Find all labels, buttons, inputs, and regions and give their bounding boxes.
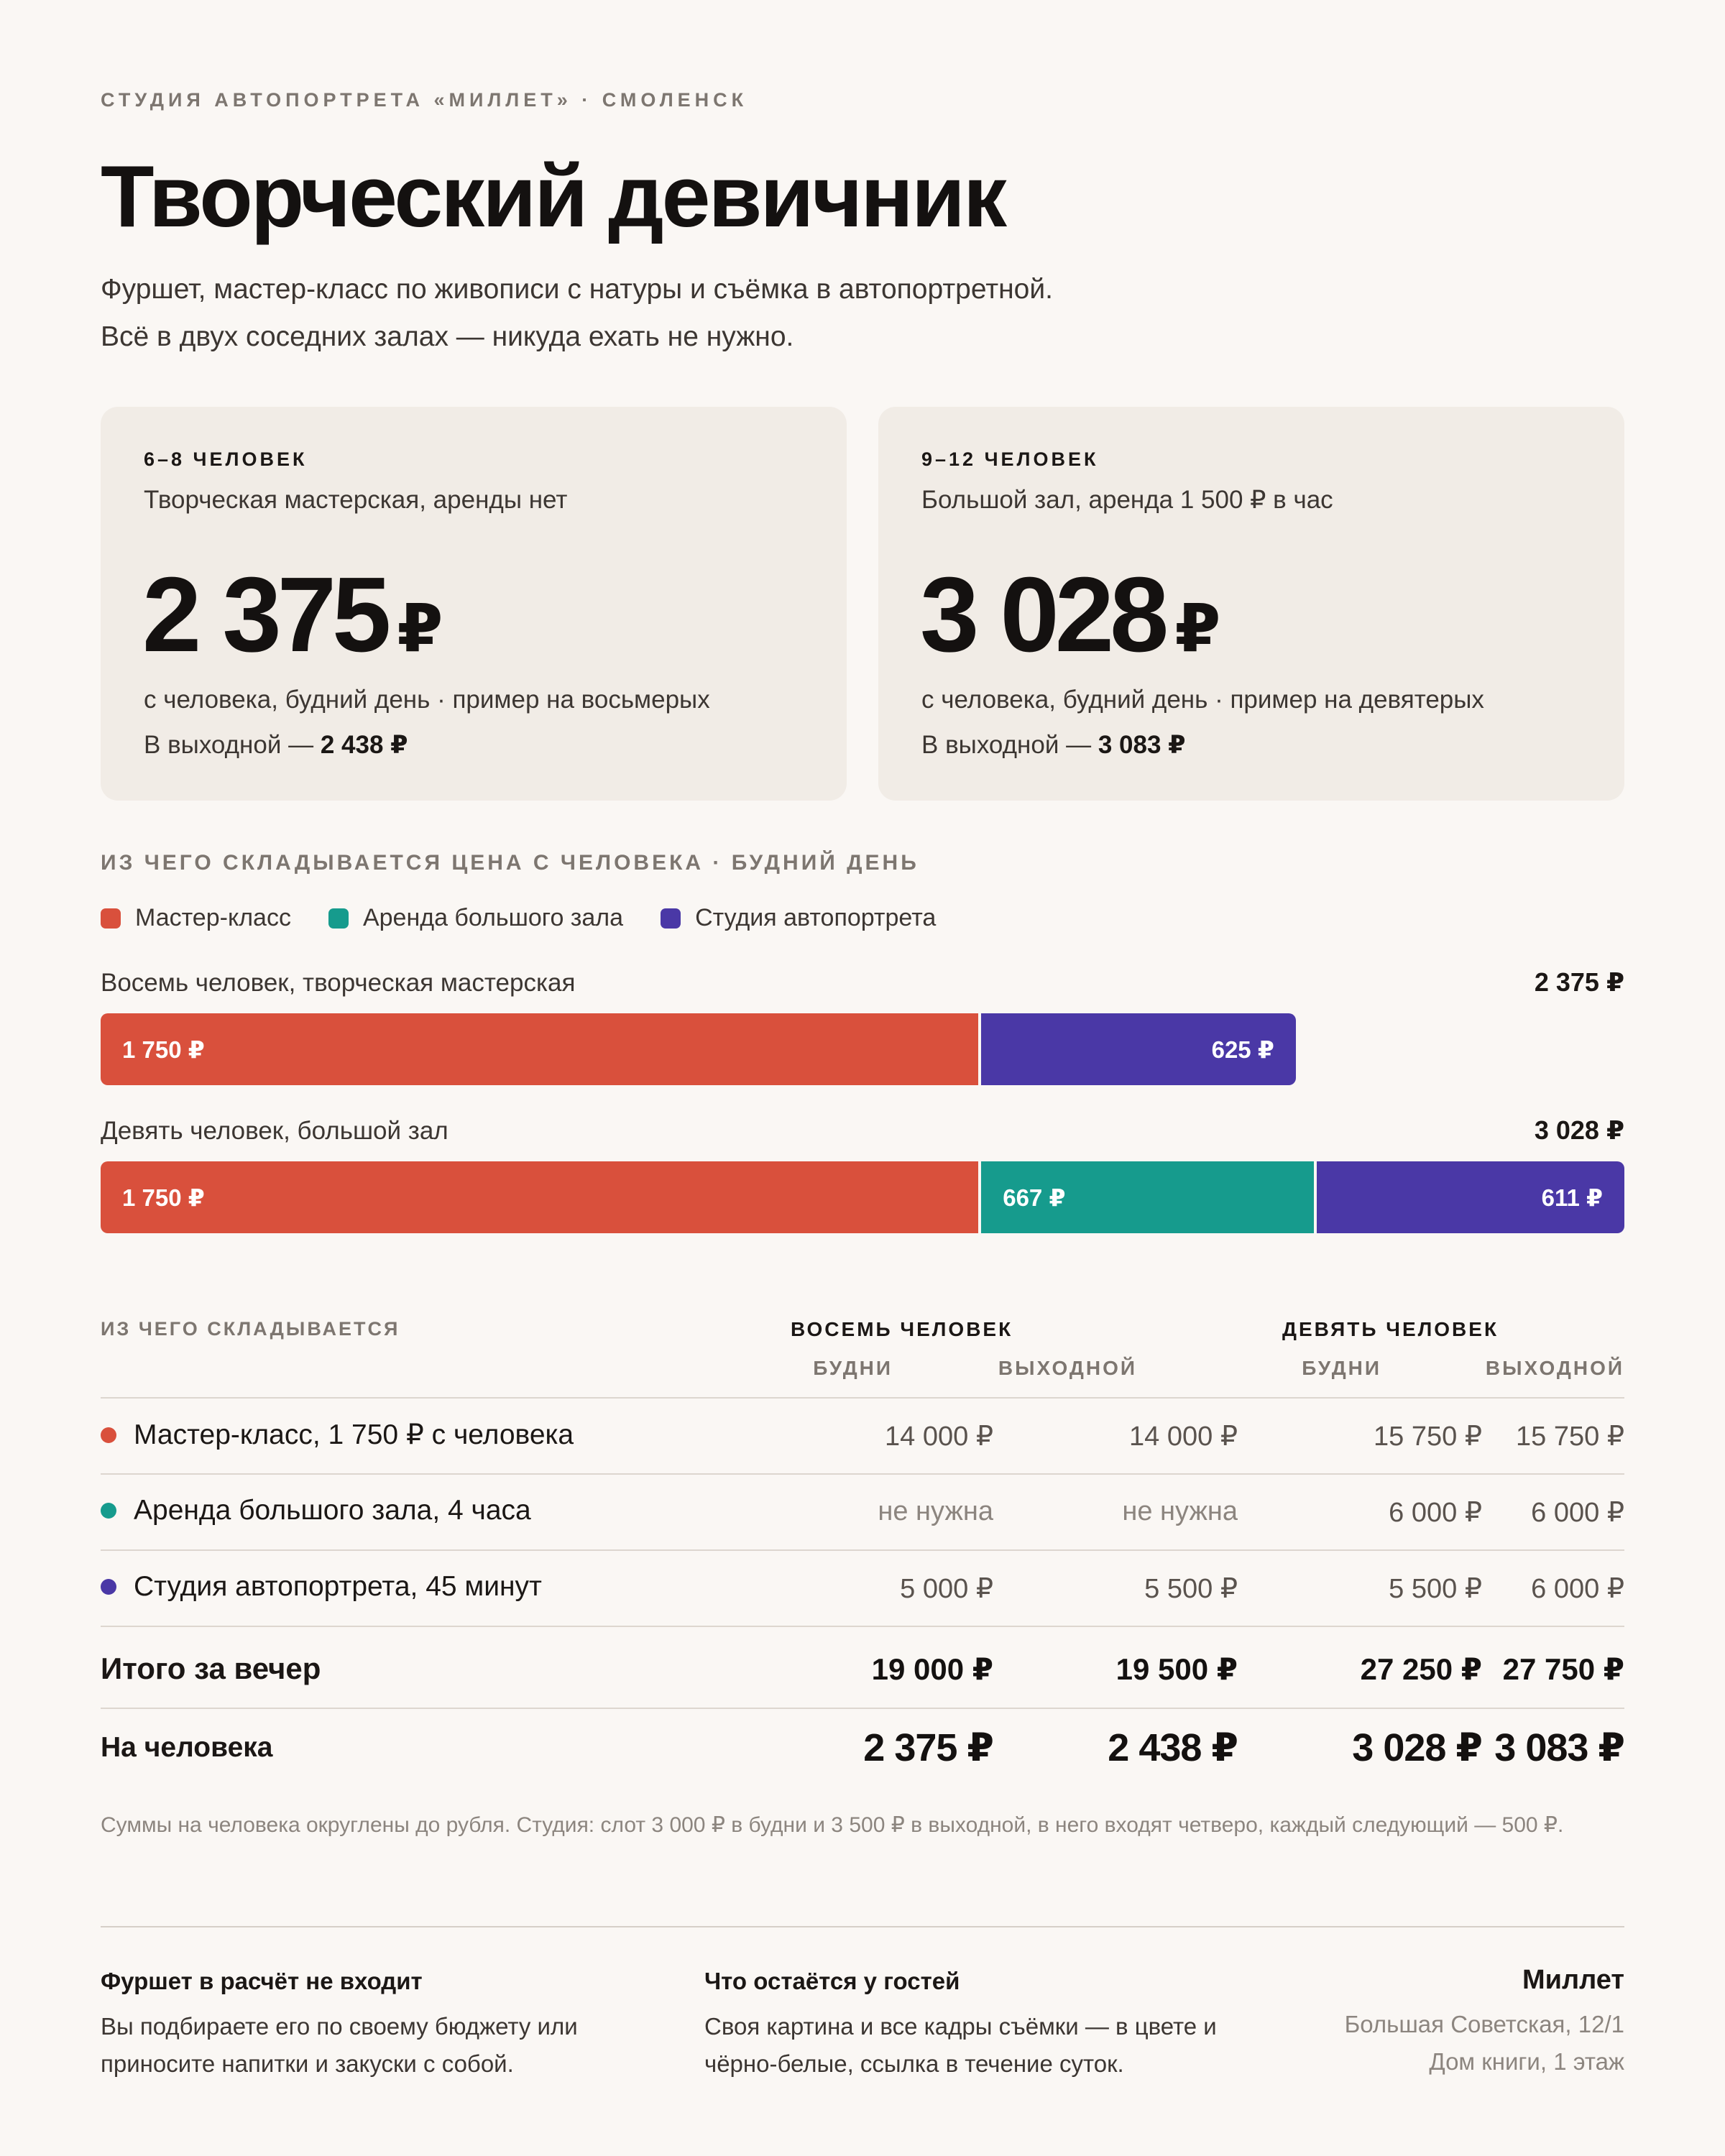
legend-label: Аренда большого зала	[362, 904, 624, 931]
table-cell: 15 750 ₽	[1374, 1422, 1482, 1452]
eyebrow: СТУДИЯ АВТОПОРТРЕТА «МИЛЛЕТ» · СМОЛЕНСК	[101, 89, 748, 111]
legend-swatch	[661, 908, 681, 929]
table-total-label: Итого за вечер	[101, 1651, 321, 1685]
footer-line: приносите напитки и закуски с собой.	[101, 2050, 514, 2077]
footer-address-line: Дом книги, 1 этаж	[1429, 2048, 1624, 2075]
table-per-person-cell: 3 028 ₽	[1352, 1726, 1482, 1769]
page	[101, 0, 1624, 2156]
card-weekend-line	[144, 722, 710, 768]
legend-swatch	[101, 908, 121, 929]
legend-label: Студия автопортрета	[695, 904, 937, 931]
card-weekend-prefix: В выходной —	[921, 731, 1092, 759]
footer-line: Вы подбираете его по своему бюджету или	[101, 2013, 578, 2040]
footer-text	[101, 2008, 632, 2083]
footer-brand: Миллет	[1522, 1965, 1624, 1995]
divider	[101, 1473, 1624, 1475]
table-group-nine: ДЕВЯТЬ ЧЕЛОВЕК	[1282, 1318, 1499, 1340]
table-cell: 5 500 ₽	[1144, 1574, 1238, 1604]
table-group-eight: ВОСЕМЬ ЧЕЛОВЕК	[791, 1318, 1013, 1340]
price-card-small-group	[101, 407, 847, 801]
card-price-currency: ₽	[1174, 592, 1221, 665]
table-sub-weekend: ВЫХОДНОЙ	[998, 1357, 1137, 1379]
card-price-value: 3 028	[920, 556, 1165, 674]
bar-segment-studio	[981, 1013, 1296, 1085]
row-dot	[101, 1503, 116, 1519]
footer-line: чёрно-белые, ссылка в течение суток.	[704, 2050, 1124, 2077]
footer-contact	[1345, 1965, 1624, 2081]
bar-label-eight: Восемь человек, творческая мастерская	[101, 969, 576, 997]
table-total-cell: 19 500 ₽	[1116, 1652, 1238, 1686]
legend-swatch	[328, 908, 349, 929]
table-cell: 15 750 ₽	[1516, 1422, 1624, 1452]
row-label: Мастер-класс, 1 750 ₽ с человека	[134, 1419, 574, 1450]
table-caption: ИЗ ЧЕГО СКЛАДЫВАЕТСЯ	[101, 1318, 400, 1340]
bar-segment-label: 1 750 ₽	[122, 1036, 205, 1063]
row-dot	[101, 1427, 116, 1443]
bar-total-eight: 2 375 ₽	[1534, 967, 1624, 997]
stacked-bar-eight	[101, 1013, 1296, 1085]
table-cell: не нужна	[1122, 1496, 1238, 1526]
card-weekend-prefix: В выходной —	[144, 731, 314, 759]
table-cell: 6 000 ₽	[1531, 1498, 1624, 1528]
table-row-masterclass	[101, 1419, 574, 1451]
breakdown-heading: ИЗ ЧЕГО СКЛАДЫВАЕТСЯ ЦЕНА С ЧЕЛОВЕКА · БУДНИЙ ДЕНЬ	[101, 851, 919, 875]
card-note-line: с человека, будний день · пример на девятерых	[921, 686, 1484, 714]
footer-text	[704, 2008, 1236, 2083]
card-note	[144, 677, 710, 768]
legend-item-hall-rent	[328, 904, 623, 932]
bar-segment-studio	[1317, 1161, 1624, 1233]
card-description: Творческая мастерская, аренды нет	[144, 486, 568, 514]
table-total-cell: 27 750 ₽	[1502, 1652, 1624, 1686]
footer-take-home	[704, 1968, 1236, 2083]
price-card-large-group	[878, 407, 1624, 801]
table-total-cell: 19 000 ₽	[871, 1652, 993, 1686]
table-row-studio	[101, 1571, 542, 1603]
legend-label: Мастер-класс	[135, 904, 291, 931]
row-label: Студия автопортрета, 45 минут	[134, 1571, 542, 1602]
card-caption: 6–8 ЧЕЛОВЕК	[144, 448, 308, 470]
table-per-person-cell: 2 438 ₽	[1108, 1726, 1238, 1769]
bar-segment-masterclass	[101, 1161, 978, 1233]
table-per-person-label: На человека	[101, 1732, 273, 1763]
row-dot	[101, 1579, 116, 1595]
table-cell: 6 000 ₽	[1389, 1498, 1482, 1528]
divider	[101, 1708, 1624, 1709]
legend-item-studio	[661, 904, 936, 932]
lead-line: Фуршет, мастер-класс по живописи с натуры и съёмка в автопортретной.	[101, 274, 1053, 305]
card-price-value: 2 375	[142, 556, 387, 674]
divider	[101, 1549, 1624, 1551]
footer-address	[1345, 2006, 1624, 2081]
bar-segment-label: 1 750 ₽	[122, 1184, 205, 1211]
table-sub-weekday: БУДНИ	[1302, 1357, 1381, 1379]
footer-heading: Фуршет в расчёт не входит	[101, 1968, 423, 1994]
footer-address-line: Большая Советская, 12/1	[1344, 2011, 1624, 2037]
card-note-line: с человека, будний день · пример на восьмерых	[144, 686, 710, 714]
divider	[101, 1397, 1624, 1399]
table-cell: 14 000 ₽	[1129, 1422, 1238, 1452]
card-caption: 9–12 ЧЕЛОВЕК	[921, 448, 1099, 470]
lead-text	[101, 266, 1053, 361]
lead-line: Всё в двух соседних залах — никуда ехать не нужно.	[101, 321, 794, 352]
table-footnote: Суммы на человека округлены до рубля. Студия: слот 3 000 ₽ в будни и 3 500 ₽ в выходной, в него входят четверо, каждый следующий — 500 ₽.	[101, 1813, 1564, 1837]
card-weekend-price: 2 438 ₽	[320, 731, 408, 759]
table-sub-weekday: БУДНИ	[813, 1357, 893, 1379]
bar-segment-masterclass	[101, 1013, 978, 1085]
footer-divider	[101, 1926, 1624, 1927]
bar-total-nine: 3 028 ₽	[1534, 1115, 1624, 1145]
bar-segment-hall-rent	[981, 1161, 1314, 1233]
legend-item-masterclass	[101, 904, 291, 932]
bar-segment-label: 611 ₽	[1541, 1184, 1603, 1211]
card-price-currency: ₽	[397, 592, 443, 665]
chart-legend	[101, 904, 936, 932]
card-note	[921, 677, 1484, 768]
stacked-bar-nine	[101, 1161, 1624, 1233]
table-per-person-cell: 2 375 ₽	[863, 1726, 993, 1769]
divider	[101, 1626, 1624, 1627]
bar-segment-label: 667 ₽	[1003, 1184, 1066, 1211]
table-cell: 14 000 ₽	[885, 1422, 993, 1452]
footer-heading: Что остаётся у гостей	[704, 1968, 960, 1994]
footer-line: Своя картина и все кадры съёмки — в цвете и	[704, 2013, 1217, 2040]
table-cell: 6 000 ₽	[1531, 1574, 1624, 1604]
card-weekend-price: 3 083 ₽	[1098, 731, 1186, 759]
table-cell: 5 500 ₽	[1389, 1574, 1482, 1604]
page-title: Творческий девичник	[101, 147, 1006, 245]
table-row-hall-rent	[101, 1495, 531, 1526]
bar-segment-label: 625 ₽	[1211, 1036, 1274, 1063]
table-per-person-cell: 3 083 ₽	[1494, 1726, 1624, 1769]
table-cell: не нужна	[878, 1496, 993, 1526]
footer-buffet	[101, 1968, 632, 2083]
bar-label-nine: Девять человек, большой зал	[101, 1117, 448, 1145]
table-total-cell: 27 250 ₽	[1360, 1652, 1482, 1686]
table-cell: 5 000 ₽	[900, 1574, 993, 1604]
table-sub-weekend: ВЫХОДНОЙ	[1485, 1357, 1624, 1379]
row-label: Аренда большого зала, 4 часа	[134, 1495, 531, 1526]
card-weekend-line	[921, 722, 1484, 768]
card-description: Большой зал, аренда 1 500 ₽ в час	[921, 486, 1333, 514]
